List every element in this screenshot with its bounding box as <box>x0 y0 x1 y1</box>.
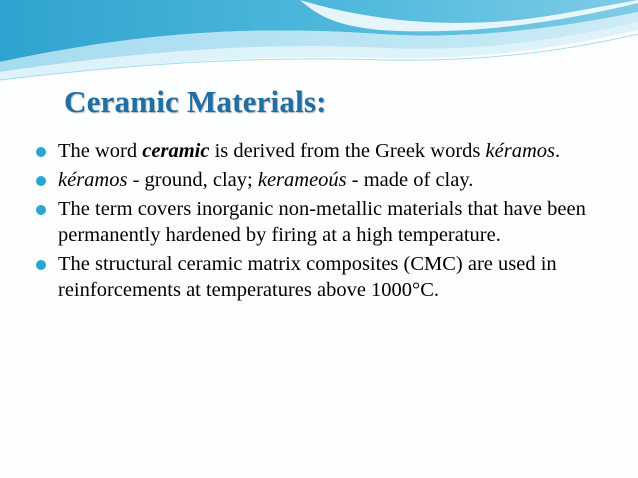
bullet-text-span: The word <box>58 140 143 162</box>
bullet-text-bold-italic: ceramic <box>142 140 210 162</box>
bullet-text: The structural ceramic matrix composites (CMC) are used in reinforcements at temperatures above 1000°C. <box>58 253 557 301</box>
bullet-item <box>36 251 616 303</box>
bullet-text <box>58 138 616 164</box>
bullet-text-span: . <box>555 140 561 162</box>
bullet-dot-icon <box>36 205 46 215</box>
bullet-dot-icon <box>36 147 46 157</box>
bullet-item <box>36 167 616 193</box>
bullet-item <box>36 138 616 164</box>
bullet-text: The term covers inorganic non-metallic materials that have been permanently hardened by firing at a high temperature. <box>58 198 586 246</box>
bullet-text <box>58 167 616 193</box>
bullet-item <box>36 196 616 248</box>
bullet-list <box>36 138 616 306</box>
bullet-dot-icon <box>36 176 46 186</box>
bullet-text-italic: kéramos <box>485 140 556 162</box>
bullet-text-span: - ground, clay; <box>127 169 258 191</box>
bullet-text-span: - made of clay. <box>346 169 474 191</box>
bullet-text-span: is derived from the Greek words <box>209 140 486 162</box>
bullet-text-italic: kerameoús <box>257 169 347 191</box>
slide-title: Ceramic Materials: <box>64 84 327 119</box>
bullet-text-italic: kéramos <box>58 169 128 191</box>
bullet-dot-icon <box>36 260 46 270</box>
